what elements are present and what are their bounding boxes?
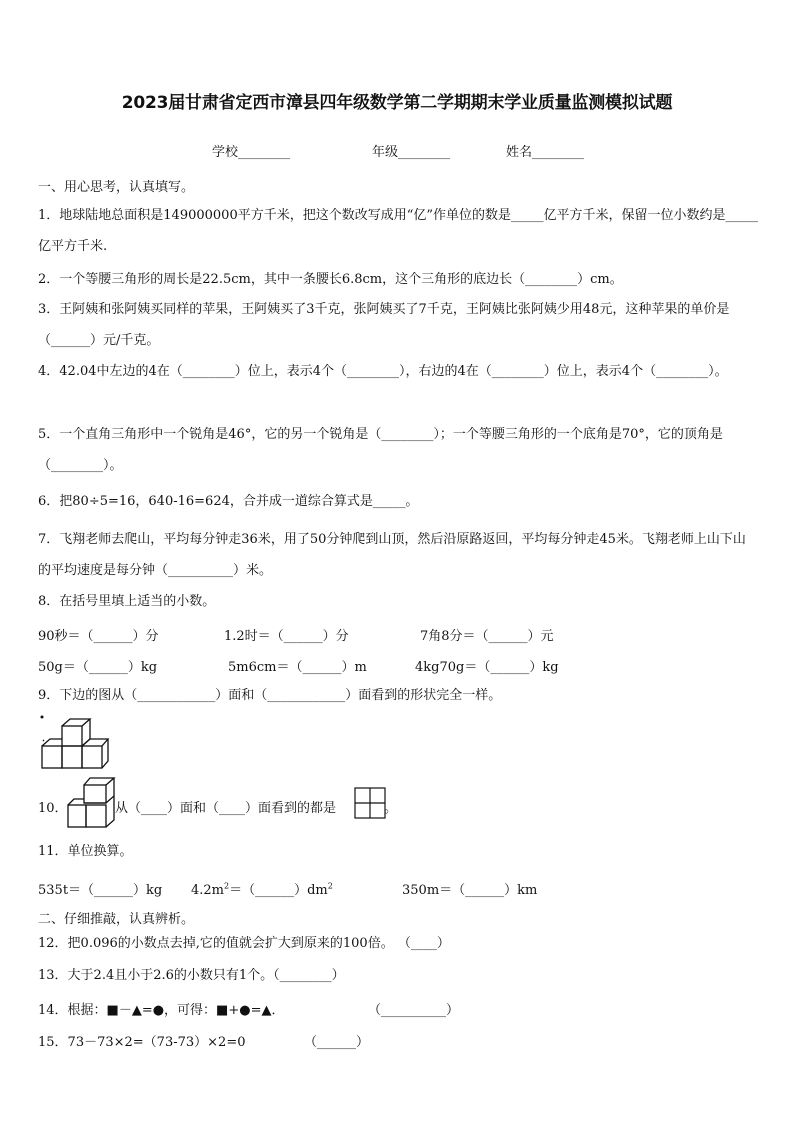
section-1-heading: 一、用心思考，认真填写。 [38, 180, 195, 195]
question-9: 9．下边的图从（____________）面和（____________）面看到的形状完全一样。 [38, 688, 502, 703]
q11-area-value: 4.2m [191, 883, 225, 898]
q11-exponent: 2 [327, 881, 333, 891]
q14-blank: （__________） [368, 1003, 460, 1018]
q11-item [191, 879, 333, 898]
q8-item: 4kg70g＝（______）kg [415, 660, 559, 675]
question-5: 5．一个直角三角形中一个锐角是46°，它的另一个锐角是（________）；一个等腰三角形的一个底角是70°，它的顶角是（________）。 [38, 427, 723, 473]
cube-figure-q10 [66, 775, 118, 829]
question-13: 13．大于2.4且小于2.6的小数只有1个。（________） [38, 968, 345, 983]
q8-item: 90秒＝（______）分 [38, 629, 159, 644]
question-6: 6．把80÷5=16，640-16=624，合并成一道综合算式是_____。 [38, 494, 419, 509]
dot-mark [39, 714, 45, 720]
q8-item: 1.2时＝（______）分 [224, 629, 349, 644]
q14-text: 14．根据：■－▲=●，可得：■+●=▲． [38, 1003, 285, 1018]
q8-item: 50g＝（______）kg [38, 660, 158, 675]
q11-item: 350m＝（______）km [402, 883, 538, 898]
q11-exponent: 2 [224, 881, 230, 891]
q11-item: 535t＝（______）kg [38, 883, 163, 898]
grade-field: 年级________ [372, 145, 451, 160]
school-field: 学校________ [212, 145, 291, 160]
cube-stack-figure [40, 716, 110, 772]
q10-number: 10． [38, 801, 68, 816]
q15-blank: （______） [304, 1035, 370, 1050]
square-grid-icon [354, 787, 386, 819]
page-title: 2023届甘肃省定西市漳县四年级数学第二学期期末学业质量监测模拟试题 [121, 93, 673, 113]
q10-text: 从（____）面和（____）面看到的都是 [115, 801, 337, 816]
name-field: 姓名________ [506, 145, 585, 160]
question-11: 11．单位换算。 [38, 844, 133, 859]
section-2-heading: 二、仔细推敲，认真辨析。 [38, 912, 195, 927]
question-3: 3．王阿姨和张阿姨买同样的苹果，王阿姨买了3千克，张阿姨买了7千克，王阿姨比张阿姨少用48元，这种苹果的单价是（______）元/千克。 [38, 302, 730, 348]
q8-item: 7角8分＝（______）元 [420, 629, 554, 644]
question-4: 4．42.04中左边的4在（________）位上，表示4个（________），右边的4在（________）位上，表示4个（________）。 [38, 364, 728, 379]
q10-end: 。 [384, 801, 398, 816]
question-2: 2．一个等腰三角形的周长是22.5cm，其中一条腰长6.8cm，这个三角形的底边长（________）cm。 [38, 272, 623, 287]
question-12: 12．把0.096的小数点去掉,它的值就会扩大到原来的100倍。 （____） [38, 936, 450, 951]
q15-text: 15．73－73×2=（73-73）×2=0 [38, 1035, 246, 1050]
question-1: 1．地球陆地总面积是149000000平方千米，把这个数改写成用“亿”作单位的数是_____亿平方千米，保留一位小数约是_____亿平方千米. [38, 208, 759, 254]
question-8: 8．在括号里填上适当的小数。 [38, 594, 216, 609]
question-7: 7．飞翔老师去爬山，平均每分钟走36米，用了50分钟爬到山顶，然后沿原路返回，平均每分钟走45米。飞翔老师上山下山的平均速度是每分钟（__________）米。 [38, 532, 746, 578]
q11-area-rest: ＝（______）dm [229, 883, 328, 898]
q8-item: 5m6cm＝（______）m [228, 660, 367, 675]
